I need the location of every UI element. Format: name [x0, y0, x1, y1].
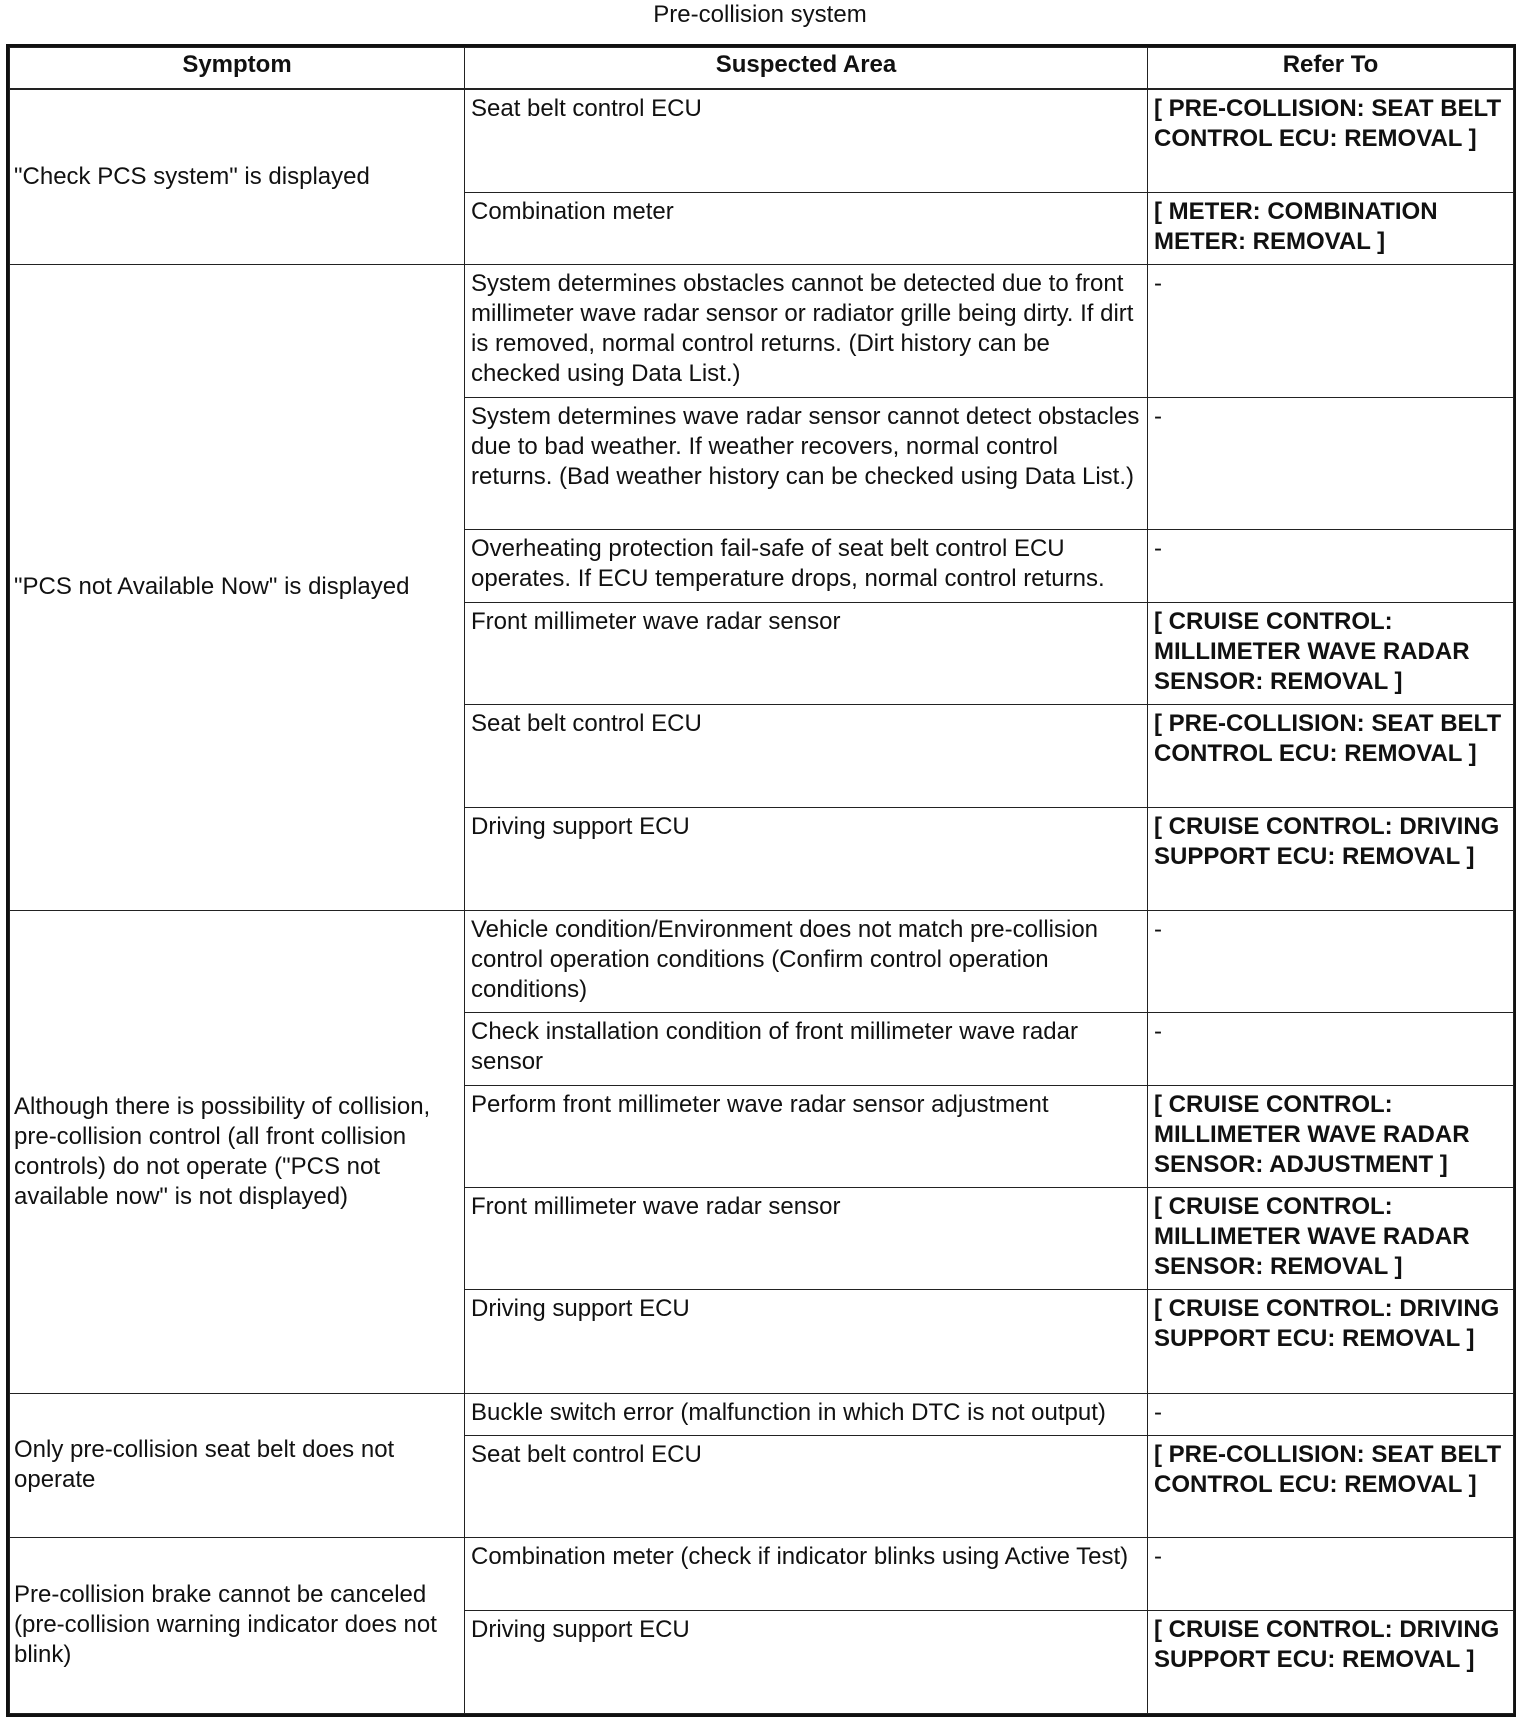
refer-to-cell: - — [1148, 397, 1514, 529]
symptom-cell: Only pre-collision seat belt does not operate — [10, 1393, 465, 1537]
symptom-cell: "Check PCS system" is displayed — [10, 89, 465, 264]
suspected-area-cell: System determines wave radar sensor cannot detect obstacles due to bad weather. If weather recovers, normal control returns. (Bad weather history can be checked using Data List.) — [465, 397, 1148, 529]
refer-to-cell: - — [1148, 1537, 1514, 1610]
suspected-area-cell: Combination meter — [465, 192, 1148, 264]
table-row — [10, 264, 1514, 397]
suspected-area-cell: Check installation condition of front millimeter wave radar sensor — [465, 1012, 1148, 1085]
suspected-area-cell: Seat belt control ECU — [465, 89, 1148, 192]
refer-to-cell: - — [1148, 264, 1514, 397]
suspected-area-cell: System determines obstacles cannot be detected due to front millimeter wave radar sensor or radiator grille being dirty. If dirt is removed, normal control returns. (Dirt history can be checked using Data List.) — [465, 264, 1148, 397]
header-symptom: Symptom — [10, 48, 465, 90]
header-refer-to: Refer To — [1148, 48, 1514, 90]
suspected-area-cell: Front millimeter wave radar sensor — [465, 1187, 1148, 1289]
suspected-area-cell: Seat belt control ECU — [465, 704, 1148, 807]
suspected-area-cell: Driving support ECU — [465, 1610, 1148, 1713]
header-row — [10, 48, 1514, 90]
refer-to-cell: - — [1148, 1393, 1514, 1435]
table-row — [10, 1537, 1514, 1610]
table-row — [10, 89, 1514, 192]
suspected-area-cell: Perform front millimeter wave radar sensor adjustment — [465, 1085, 1148, 1187]
symptom-cell: "PCS not Available Now" is displayed — [10, 264, 465, 910]
refer-to-cell: [ CRUISE CONTROL: MILLIMETER WAVE RADAR SENSOR: REMOVAL ] — [1148, 1187, 1514, 1289]
refer-to-cell: [ PRE-COLLISION: SEAT BELT CONTROL ECU: REMOVAL ] — [1148, 89, 1514, 192]
refer-to-cell: [ PRE-COLLISION: SEAT BELT CONTROL ECU: REMOVAL ] — [1148, 1435, 1514, 1537]
suspected-area-cell: Driving support ECU — [465, 1289, 1148, 1393]
table-row — [10, 910, 1514, 1012]
suspected-area-cell: Seat belt control ECU — [465, 1435, 1148, 1537]
refer-to-cell: [ PRE-COLLISION: SEAT BELT CONTROL ECU: REMOVAL ] — [1148, 704, 1514, 807]
symptom-table-container — [6, 44, 1516, 1717]
refer-to-cell: [ CRUISE CONTROL: DRIVING SUPPORT ECU: REMOVAL ] — [1148, 1289, 1514, 1393]
refer-to-cell: [ CRUISE CONTROL: MILLIMETER WAVE RADAR SENSOR: REMOVAL ] — [1148, 602, 1514, 704]
symptom-table — [9, 47, 1514, 1714]
suspected-area-cell: Buckle switch error (malfunction in which DTC is not output) — [465, 1393, 1148, 1435]
suspected-area-cell: Overheating protection fail-safe of seat belt control ECU operates. If ECU temperature drops, normal control returns. — [465, 529, 1148, 602]
suspected-area-cell: Combination meter (check if indicator blinks using Active Test) — [465, 1537, 1148, 1610]
header-suspected-area: Suspected Area — [465, 48, 1148, 90]
refer-to-cell: [ CRUISE CONTROL: MILLIMETER WAVE RADAR SENSOR: ADJUSTMENT ] — [1148, 1085, 1514, 1187]
table-caption: Pre-collision system — [653, 1, 867, 28]
suspected-area-cell: Vehicle condition/Environment does not match pre-collision control operation conditions (Confirm control operation conditions) — [465, 910, 1148, 1012]
symptom-cell: Although there is possibility of collision, pre-collision control (all front collision controls) do not operate ("PCS not available now" is not displayed) — [10, 910, 465, 1393]
suspected-area-cell: Front millimeter wave radar sensor — [465, 602, 1148, 704]
refer-to-cell: [ METER: COMBINATION METER: REMOVAL ] — [1148, 192, 1514, 264]
refer-to-cell: - — [1148, 529, 1514, 602]
refer-to-cell: - — [1148, 910, 1514, 1012]
symptom-cell: Pre-collision brake cannot be canceled (pre-collision warning indicator does not blink) — [10, 1537, 465, 1713]
table-row — [10, 1393, 1514, 1435]
suspected-area-cell: Driving support ECU — [465, 807, 1148, 910]
refer-to-cell: - — [1148, 1012, 1514, 1085]
refer-to-cell: [ CRUISE CONTROL: DRIVING SUPPORT ECU: REMOVAL ] — [1148, 807, 1514, 910]
refer-to-cell: [ CRUISE CONTROL: DRIVING SUPPORT ECU: REMOVAL ] — [1148, 1610, 1514, 1713]
